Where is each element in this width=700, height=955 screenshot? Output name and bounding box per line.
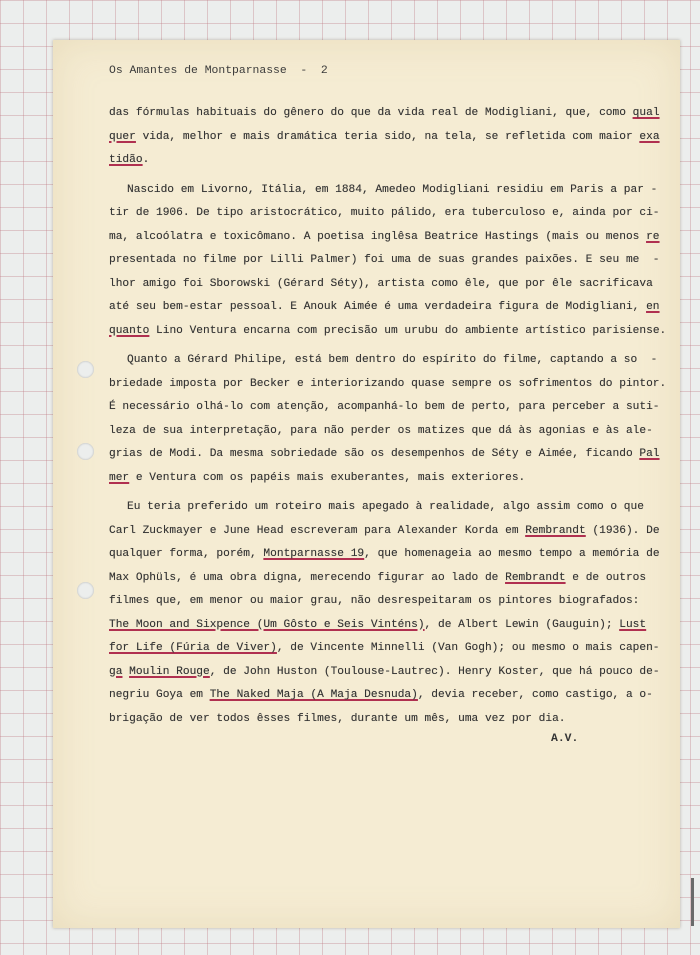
text-line [109,249,669,273]
text-line [109,296,669,320]
text-segment: , devia receber, como castigo, a o- [417,689,653,701]
text-segment: brigação de ver todos êsses filmes, durante um mês, uma vez por dia. [109,712,566,725]
text-line [109,684,669,708]
text-segment: , de John Huston (Toulouse-Lautrec). Henry Koster, que há pouco de- [209,665,660,678]
paragraph [109,179,669,344]
underlined-text: Pal [639,448,660,460]
text-line [109,496,669,520]
text-line [109,543,669,567]
text-segment: lhor amigo foi Sborowski (Gérard Séty), artista como êle, que por êle sacrificava [109,277,653,290]
underlined-text: for Life (Fúria de Viver) [109,642,277,654]
text-line [109,637,669,661]
text-segment: , de Albert Lewin (Gauguin); [424,618,620,631]
text-segment: , que homenageia ao mesmo tempo a memória de [364,548,660,560]
underlined-text: ga [109,665,123,678]
text-segment: Max Ophüls, é uma obra digna, merecendo figurar ao lado de [109,571,506,584]
text-line [109,708,669,732]
text-line [109,567,669,591]
text-line [109,202,669,226]
text-segment: presentada no filme por Lilli Palmer) foi uma de suas grandes paixões. E seu me - [109,254,660,266]
text-segment: Carl Zuckmayer e June Head escreveram para Alexander Korda em [109,524,526,537]
text-segment: briedade imposta por Becker e interiorizando quase sempre os sofrimentos do pintor. [109,377,667,390]
text-line [109,149,669,173]
text-line [109,614,669,638]
text-line [109,373,669,397]
paragraph [109,102,669,173]
underlined-text: The Moon and Sixpence (Um Gôsto e Seis Vinténs) [109,618,425,631]
text-segment: grias de Modi. Da mesma sobriedade são os desempenhos de Séty e Aimée, ficando [109,448,640,460]
text-line [109,226,669,250]
text-line [109,273,669,297]
text-line [109,661,669,685]
punch-hole-bottom [77,582,94,599]
punch-hole-top [77,361,94,378]
underlined-text: Montparnasse 19 [263,548,365,560]
text-line [109,590,669,614]
text-segment: leza de sua interpretação, para não perder os matizes que dá às agonias e às ale- [109,424,653,437]
author-signature: A.V. [551,733,579,745]
text-segment: Lino Ventura encarna com precisão um urubu do ambiente artístico parisiense. [149,324,667,337]
text-segment: , de Vincente Minnelli (Van Gogh); ou mesmo o mais capen- [276,642,660,654]
underlined-text: quanto [109,324,150,337]
text-line [109,126,669,150]
text-segment: É necessário olhá-lo com atenção, acompanhá-lo bem de perto, para perceber a suti- [109,401,660,413]
text-segment: até seu bem-estar pessoal. E Anouk Aimée é uma verdadeira figura de Modigliani, [109,301,647,313]
text-line [109,349,669,373]
text-line [109,396,669,420]
underlined-text: exa [639,130,660,143]
text-segment: negriu Goya em [109,689,210,701]
underlined-text: en [646,301,660,313]
staple-mark [691,878,694,926]
text-segment: e Ventura com os papéis mais exuberantes, mais exteriores. [129,471,526,484]
underlined-text: The Naked Maja (A Maja Desnuda) [209,689,418,701]
underlined-text: qual [632,107,660,119]
page-header: Os Amantes de Montparnasse - 2 [109,65,328,77]
text-line [109,420,669,444]
text-segment: e de outros [565,571,647,584]
text-segment: . [142,154,150,166]
punch-hole-middle [77,443,94,460]
text-line [109,520,669,544]
underlined-text: quer [109,130,136,143]
text-line [109,102,669,126]
text-segment: Nascido em Livorno, Itália, em 1884, Amedeo Modigliani residiu em Paris a par - [127,183,658,196]
text-line [109,443,669,467]
underlined-text: re [646,230,660,243]
text-line [109,467,669,491]
underlined-text: Rembrandt [525,524,586,537]
text-line [109,320,669,344]
underlined-text: Moulin Rouge [129,665,210,678]
paragraph [109,349,669,490]
underlined-text: mer [109,471,130,484]
underlined-text: Rembrandt [505,571,566,584]
underlined-text: tidão [109,154,143,166]
paragraph [109,496,669,731]
text-segment: vida, melhor e mais dramática teria sido, na tela, se refletida com maior [135,130,640,143]
text-segment: tir de 1906. De tipo aristocrático, muito pálido, era tuberculoso e, ainda por ci- [109,207,660,219]
underlined-text: Lust [619,618,647,631]
text-segment: (1936). De [585,524,660,537]
text-segment: Eu teria preferido um roteiro mais apegado à realidade, algo assim como o que [127,501,644,513]
text-segment: das fórmulas habituais do gênero do que da vida real de Modigliani, que, como [109,107,633,119]
text-segment: qualquer forma, porém, [109,548,264,560]
text-segment: Quanto a Gérard Philipe, está bem dentro do espírito do filme, captando a so - [127,354,658,366]
typewritten-page [53,40,680,928]
text-line [109,179,669,203]
text-segment: ma, alcoólatra e toxicômano. A poetisa inglêsa Beatrice Hastings (mais ou menos [109,230,647,243]
body-text [109,102,669,737]
text-segment: filmes que, em menor ou maior grau, não desrespeitaram os pintores biografados: [109,595,640,607]
